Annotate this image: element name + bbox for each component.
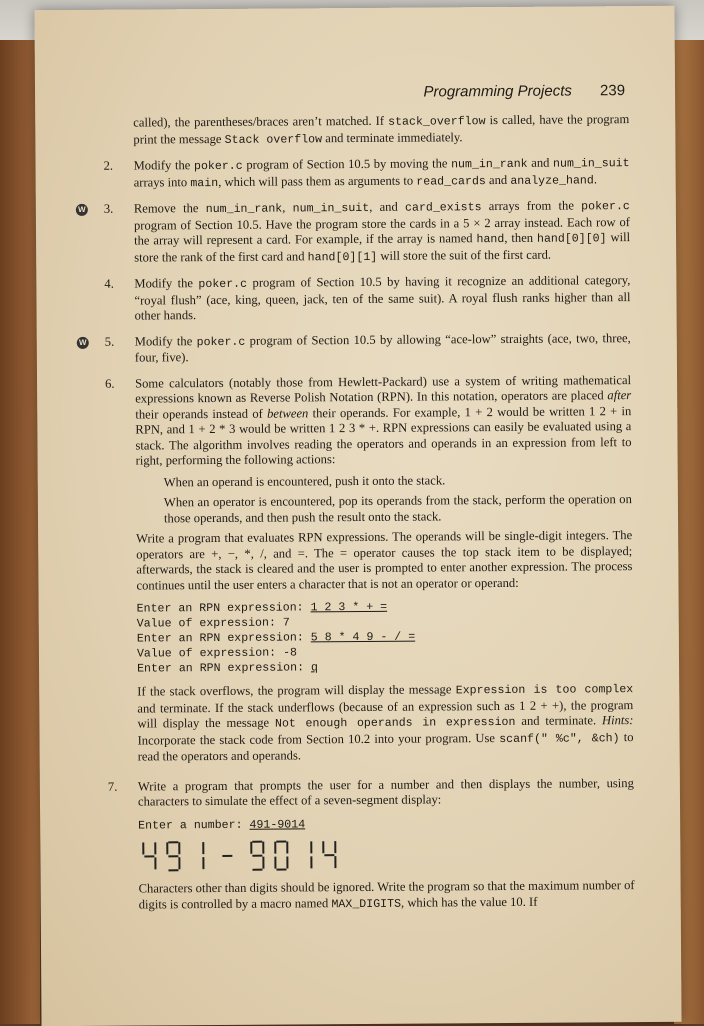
seven-segment-display	[138, 838, 634, 881]
session-prompt: Value of expression: -8	[136, 646, 298, 661]
action-operand: When an operand is encountered, push it onto the stack.	[163, 472, 446, 489]
text: .	[593, 171, 598, 186]
session-input: 1 2 3 * + =	[310, 600, 388, 615]
text: will store the rank of the first card and	[134, 230, 631, 265]
segment-d	[252, 869, 262, 871]
session-input: q	[310, 661, 319, 675]
seven-segment-digit	[220, 841, 234, 871]
text: ,	[282, 200, 293, 215]
text: and terminate. If the stack underflows (because of an expression such as 1 2 + +), the program will display the message	[137, 697, 634, 731]
text: , and	[369, 199, 406, 214]
item-text	[134, 273, 630, 324]
code: scanf(" %c", &ch)	[499, 731, 620, 746]
intro-text: called), the parentheses/braces aren’t matched. If	[133, 113, 389, 130]
item-number: 6.	[105, 376, 115, 391]
segment-f	[322, 841, 324, 853]
code: hand[0][1]	[307, 250, 378, 264]
text: their operands. For example, 1 + 2 would be written 1 2 + in RPN, and 1 + 2 * 3 would be written 1 2 3 * +. RPN expressions can easily be evaluated using a stack. The algorithm involves reading the operators and operands in an expression from left to right, performing the following actions:	[135, 403, 632, 468]
text: Characters other than digits should be ignored. Write the program so that the maximum number of digits is controlled by a macro named	[138, 878, 635, 912]
item-number: 5.	[104, 334, 115, 349]
text: and	[527, 155, 554, 170]
item-number: 7.	[107, 779, 118, 794]
segment-f	[274, 842, 276, 854]
item-text	[134, 198, 630, 266]
segment-a	[252, 841, 262, 843]
segment-c	[202, 857, 204, 869]
segment-b	[262, 842, 264, 854]
page-content	[78, 112, 635, 913]
code: poker.c	[581, 200, 630, 214]
emphasis: Hints:	[601, 713, 634, 728]
code: num_in_rank	[205, 202, 283, 217]
segment-a	[168, 841, 178, 843]
project-item-6	[105, 372, 634, 765]
code: num_in_suit	[292, 201, 370, 216]
running-header	[35, 82, 625, 103]
session-prompt: Enter an RPN expression:	[136, 601, 311, 616]
session-input: 5 8 * 4 9 - / =	[310, 630, 416, 645]
desk-left	[0, 0, 40, 1024]
project-item-2	[103, 155, 630, 191]
prompt-text: Enter a number:	[138, 818, 250, 833]
text: program of Section 10.5. Have the program store the cards in a 5 × 2 array instead. Each row of the array will represent a card. For example, if the array is named	[133, 214, 631, 248]
code: main	[190, 176, 219, 190]
text: will store the suit of the first card.	[377, 247, 552, 263]
algorithm-actions	[164, 472, 632, 527]
seven-segment-digit	[274, 840, 288, 870]
segment-f	[166, 842, 168, 854]
item6-paragraph-2: Write a program that evaluates RPN expressions. The operands will be single-digit integers. The operators are +, −, *, /, and =. The = operator causes the top stack item to be displayed; afterwards, the stack is cleared and the user is prompted to enter another expression. The process continues until the user enters a character that is not an operator or operand:	[136, 528, 633, 593]
project-item-5	[78, 330, 631, 366]
web-badge-icon: W	[76, 204, 88, 216]
intro-paragraph	[133, 112, 629, 148]
segment-g	[222, 855, 232, 857]
project-item-3	[78, 198, 631, 266]
emphasis: after	[607, 388, 632, 403]
seven-segment-digit	[322, 840, 336, 870]
intro-code: Stack overflow	[224, 132, 323, 147]
seven-segment-digit	[142, 841, 156, 871]
item7-paragraph-1: Write a program that prompts the user for a number and then displays the number, using characters to simulate the effect of a seven-segment display:	[137, 775, 634, 809]
text: , which has the value 10. If	[400, 894, 538, 910]
text: arrays from the	[481, 198, 582, 214]
code: analyze_hand	[510, 173, 594, 188]
text: arrays into	[133, 174, 191, 190]
session-prompt: Value of expression: 7	[136, 616, 290, 631]
segment-b	[334, 841, 336, 853]
segment-b	[202, 842, 204, 854]
segment-b	[178, 842, 180, 854]
segment-e	[274, 857, 276, 869]
code: Expression is too complex	[455, 683, 634, 698]
item6-paragraph-1	[135, 373, 632, 469]
segment-f	[142, 843, 144, 855]
segment-c	[154, 857, 156, 869]
number-prompt	[138, 815, 634, 834]
book-page	[34, 6, 681, 1026]
segment-b	[310, 841, 312, 853]
text: Modify the	[134, 333, 197, 349]
text: , then	[504, 230, 538, 245]
item6-paragraph-3	[137, 681, 634, 765]
item-text	[133, 155, 629, 191]
intro-code: stack_overflow	[388, 115, 486, 129]
session-prompt: Enter an RPN expression:	[136, 631, 311, 646]
project-list	[78, 155, 631, 366]
code: poker.c	[193, 159, 243, 174]
item7-paragraph-2	[139, 878, 635, 913]
text: Modify the	[133, 158, 195, 173]
code: num_in_suit	[552, 157, 630, 171]
segment-c	[262, 857, 264, 869]
item-number: 2.	[103, 158, 114, 173]
segment-b	[286, 841, 288, 853]
emphasis: between	[267, 405, 309, 421]
text: Some calculators (notably those from Hewlett-Packard) use a system of writing mathematical expressions known as Reverse Polish Notation (RPN). In this notation, operators are placed	[135, 372, 632, 406]
segment-g	[324, 854, 334, 856]
text: and	[485, 172, 511, 187]
text: program of Section 10.5 by moving the	[242, 156, 452, 172]
code: read_cards	[416, 174, 486, 189]
text: and terminate.	[515, 713, 602, 728]
seven-segment-digit	[190, 841, 204, 871]
text: to read the operators and operands.	[137, 729, 634, 764]
segment-f	[250, 842, 252, 854]
code: poker.c	[198, 277, 248, 292]
project-item-7	[107, 775, 635, 914]
item-text	[135, 331, 631, 366]
text: their operands instead of	[135, 406, 268, 422]
item-number: 4.	[104, 276, 114, 291]
segment-g	[252, 855, 262, 857]
segment-d	[168, 869, 178, 871]
seven-segment-digit	[298, 840, 312, 870]
seven-segment-digit	[250, 841, 264, 871]
page-number: 239	[599, 82, 626, 100]
session-line	[137, 658, 633, 676]
web-badge-icon: W	[77, 336, 89, 348]
code: poker.c	[196, 335, 246, 349]
text: program of Section 10.5 by allowing “ace-low” straights (ace, two, three, four, five).	[134, 330, 631, 365]
code: card_exists	[404, 201, 482, 215]
user-input: 491-9014	[249, 817, 306, 832]
code: Not enough operands in expression	[274, 715, 516, 731]
segment-b	[154, 842, 156, 854]
segment-d	[276, 869, 286, 871]
header-title: Programming Projects	[423, 82, 572, 101]
project-item-4	[104, 273, 631, 324]
sample-session	[137, 598, 634, 676]
intro-text: is called, have the program print the message	[133, 112, 630, 147]
segment-g	[168, 855, 178, 857]
code: hand[0][0]	[536, 232, 607, 246]
code: MAX_DIGITS	[331, 897, 402, 911]
code: hand	[476, 232, 505, 247]
code: num_in_rank	[451, 157, 528, 172]
text: Remove the	[133, 201, 206, 216]
intro-text: and terminate immediately.	[321, 129, 463, 145]
text: , which will pass them as arguments to	[218, 173, 417, 189]
text: Incorporate the stack code from Section 10.2 into your program. Use	[137, 730, 500, 748]
segment-a	[276, 841, 286, 843]
text: Modify the	[134, 276, 199, 291]
segment-c	[286, 856, 288, 868]
segment-c	[310, 856, 312, 868]
item-number: 3.	[103, 201, 114, 216]
segment-c	[334, 856, 336, 868]
text: program of Section 10.5 by having it recognize an additional category, “royal flush” (ace, king, queen, jack, ten of the same suit). A royal flush ranks higher than all other hands.	[134, 273, 631, 323]
segment-c	[178, 857, 180, 869]
segment-g	[144, 855, 154, 857]
seven-segment-digit	[166, 841, 180, 871]
session-prompt: Enter an RPN expression:	[137, 661, 312, 676]
action-operator: When an operator is encountered, pop its operands from the stack, perform the operation on those operands, and then push the result onto the stack.	[163, 492, 632, 525]
text: If the stack overflows, the program will display the message	[137, 682, 456, 699]
